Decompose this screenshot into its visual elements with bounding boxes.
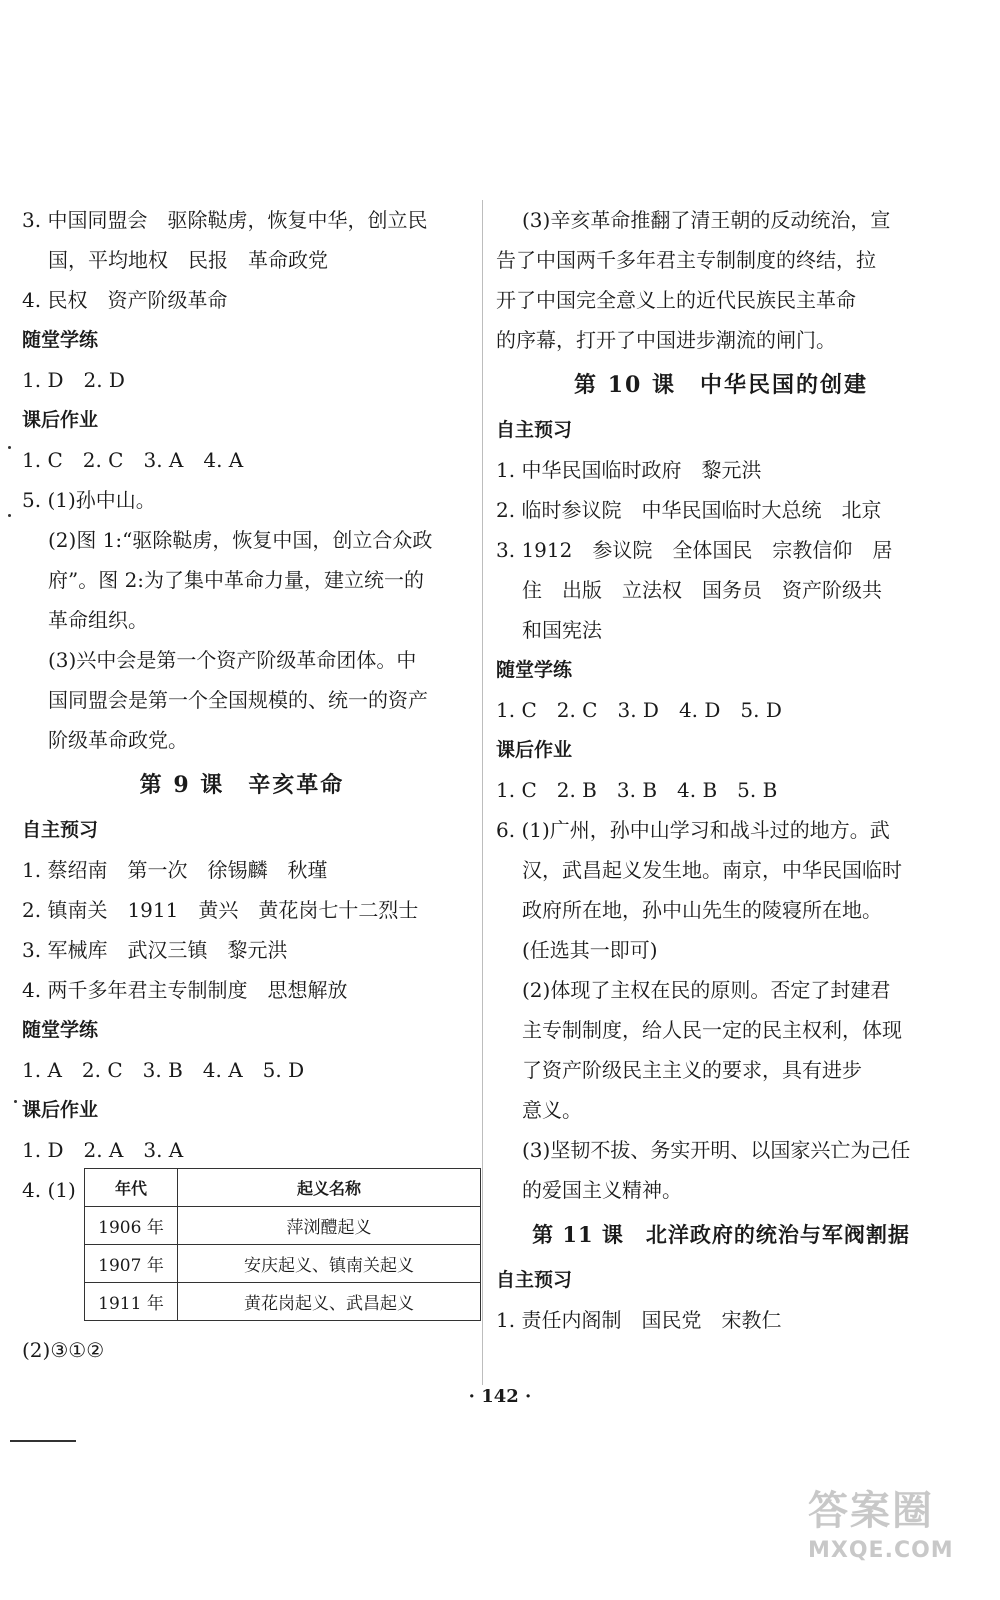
answer-line: 住 出版 立法权 国务员 资产阶级共 [522, 578, 882, 602]
margin-dot [14, 1100, 17, 1103]
answer-line: 和国宪法 [522, 618, 602, 642]
answer-line: 的爱国主义精神。 [522, 1178, 682, 1202]
answer-line: 4. 民权 资产阶级革命 [22, 288, 228, 312]
answer-line: 2. 镇南关 1911 黄兴 黄花岗七十二烈士 [22, 898, 419, 922]
answer-line: 6. (1)广州，孙中山学习和战斗过的地方。武 [496, 818, 890, 842]
answer-line: 3. 中国同盟会 驱除鞑虏，恢复中华，创立民 [22, 208, 428, 232]
answer-line: (2)③①② [22, 1338, 105, 1362]
answer-line: 1. C 2. C 3. A 4. A [22, 448, 244, 472]
answer-line: 1. 蔡绍南 第一次 徐锡麟 秋瑾 [22, 858, 328, 882]
uprising-table [84, 1168, 481, 1321]
table-cell: 1911 年 [85, 1283, 178, 1321]
answer-line: 革命组织。 [48, 608, 148, 632]
table-row [85, 1207, 481, 1245]
table-cell: 1907 年 [85, 1245, 178, 1283]
answer-line: 1. C 2. B 3. B 4. B 5. B [496, 778, 778, 802]
answer-line: 汉，武昌起义发生地。南京，中华民国临时 [522, 858, 902, 882]
table-cell: 安庆起义、镇南关起义 [178, 1245, 481, 1283]
table-header-cell: 年代 [85, 1169, 178, 1207]
answer-line: (3)兴中会是第一个资产阶级革命团体。中 [48, 648, 417, 672]
column-divider [482, 200, 483, 1385]
table-cell: 黄花岗起义、武昌起义 [178, 1283, 481, 1321]
lesson-title: 第 11 课 北洋政府的统治与军阀割据 [532, 1222, 910, 1247]
section-heading: 随堂学练 [22, 329, 99, 351]
answer-line: 了资产阶级民主主义的要求，具有进步 [522, 1058, 862, 1082]
table-row [85, 1245, 481, 1283]
answer-line: 5. (1)孙中山。 [22, 488, 156, 512]
answer-line: 1. A 2. C 3. B 4. A 5. D [22, 1058, 305, 1082]
answer-line: 1. 责任内阁制 国民党 宋教仁 [496, 1308, 782, 1332]
section-heading: 随堂学练 [22, 1019, 99, 1041]
table-header-row [85, 1169, 481, 1207]
answer-line: 国同盟会是第一个全国规模的、统一的资产 [48, 688, 428, 712]
table-cell: 1906 年 [85, 1207, 178, 1245]
answer-line: 2. 临时参议院 中华民国临时大总统 北京 [496, 498, 882, 522]
answer-line: 国，平均地权 民报 革命政党 [48, 248, 328, 272]
right-column [496, 200, 946, 1340]
lesson-title: 第 10 课 中华民国的创建 [574, 372, 868, 398]
lesson-title: 第 9 课 辛亥革命 [139, 772, 345, 798]
answer-line: 4. (1) [22, 1178, 76, 1202]
watermark [808, 1486, 988, 1586]
footer-rule [10, 1440, 76, 1442]
section-heading: 自主预习 [496, 1269, 573, 1291]
answer-line: 1. D 2. D [22, 368, 125, 392]
answer-line: 1. C 2. C 3. D 4. D 5. D [496, 698, 782, 722]
section-heading: 课后作业 [496, 739, 573, 761]
answer-line: 3. 军械库 武汉三镇 黎元洪 [22, 938, 288, 962]
answer-line: (3)辛亥革命推翻了清王朝的反动统治，宣 [522, 208, 891, 232]
answer-line: 意义。 [522, 1098, 582, 1122]
section-heading: 课后作业 [22, 409, 99, 431]
answer-line: (任选其一即可) [522, 938, 658, 962]
table-cell: 萍浏醴起义 [178, 1207, 481, 1245]
answer-line: 3. 1912 参议院 全体国民 宗教信仰 居 [496, 538, 893, 562]
margin-dot [8, 514, 11, 517]
margin-dot [8, 446, 11, 449]
answer-line: 告了中国两千多年君主专制制度的终结，拉 [496, 248, 876, 272]
table-row [85, 1283, 481, 1321]
section-heading: 课后作业 [22, 1099, 99, 1121]
answer-line: (3)坚韧不拔、务实开明、以国家兴亡为己任 [522, 1138, 911, 1162]
answer-line: 府”。图 2:为了集中革命力量，建立统一的 [48, 568, 425, 592]
answer-line: 主专制制度，给人民一定的民主权利，体现 [522, 1018, 902, 1042]
answer-line: (2)体现了主权在民的原则。否定了封建君 [522, 978, 891, 1002]
section-heading: 自主预习 [22, 819, 99, 841]
section-heading: 自主预习 [496, 419, 573, 441]
watermark-logo: 答案圈 [808, 1488, 934, 1534]
answer-line: 政府所在地，孙中山先生的陵寝所在地。 [522, 898, 882, 922]
answer-line: 4. 两千多年君主专制制度 思想解放 [22, 978, 348, 1002]
table-header-cell: 起义名称 [178, 1169, 481, 1207]
answer-line: 的序幕，打开了中国进步潮流的闸门。 [496, 328, 836, 352]
answer-line: 1. D 2. A 3. A [22, 1138, 184, 1162]
answer-line: 开了中国完全意义上的近代民族民主革命 [496, 288, 856, 312]
page-number: · 142 · [468, 1386, 532, 1407]
section-heading: 随堂学练 [496, 659, 573, 681]
answer-line: 阶级革命政党。 [48, 728, 188, 752]
answer-line: (2)图 1:“驱除鞑虏，恢复中国，创立合众政 [48, 528, 433, 552]
watermark-site: MXQE.COM [808, 1538, 954, 1563]
answer-line: 1. 中华民国临时政府 黎元洪 [496, 458, 762, 482]
